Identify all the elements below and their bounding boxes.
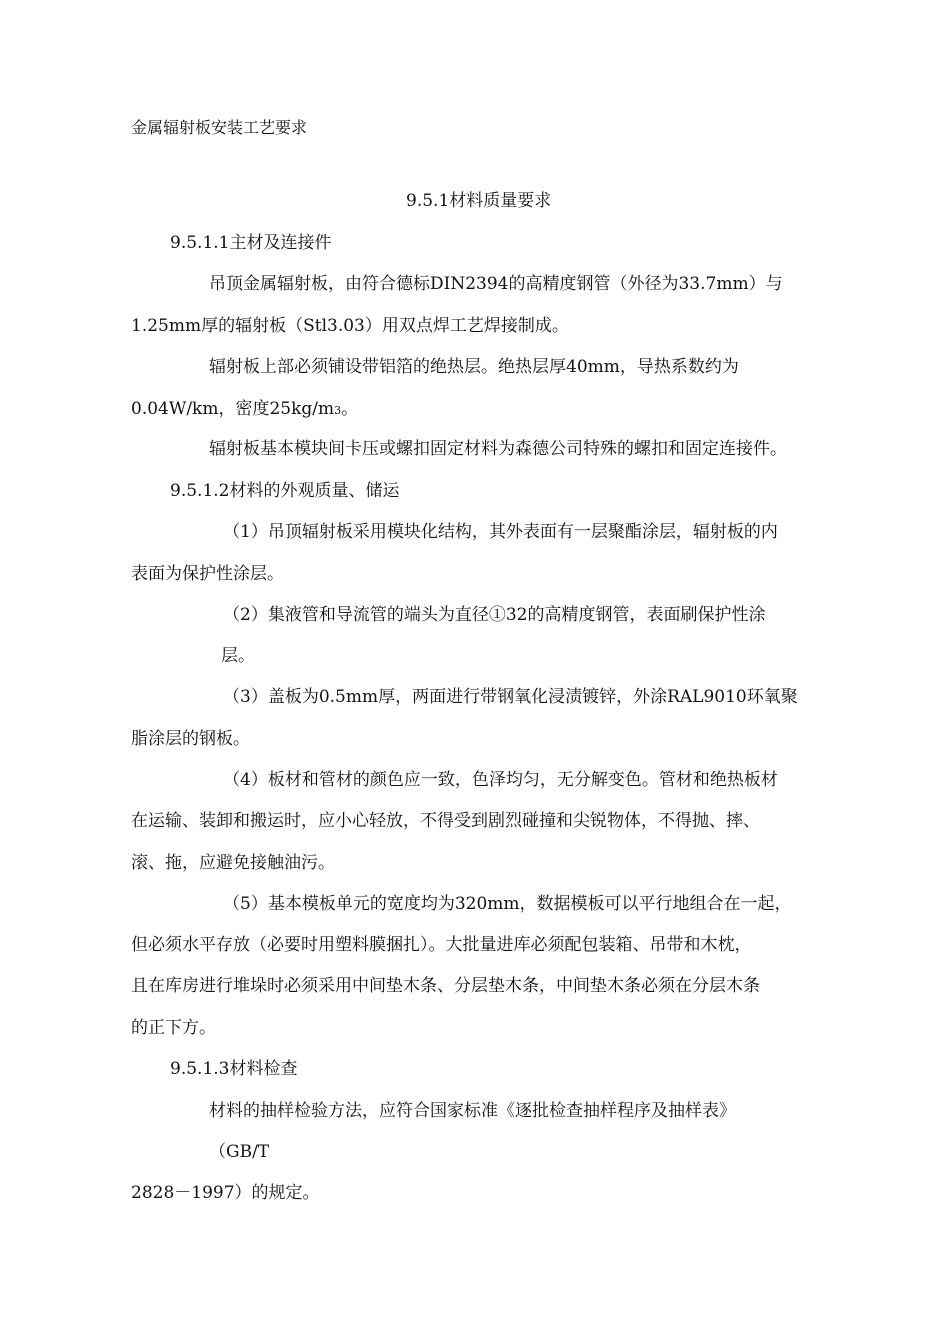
paragraph-line: 材料的抽样检验方法，应符合国家标准《逐批检查抽样程序及抽样表》 — [209, 1101, 736, 1121]
list-item-line: 且在库房进行堆垛时必须采用中间垫木条、分层垫木条，中间垫木条必须在分层木条 — [131, 976, 760, 996]
paragraph-line: 吊顶金属辐射板，由符合德标DIN2394的高精度钢管（外径为33.7mm）与 — [209, 274, 783, 294]
document-title: 金属辐射板安装工艺要求 — [131, 118, 308, 137]
section-heading: 9.5.1材料质量要求 — [406, 191, 552, 211]
paragraph-line: （GB/T — [209, 1142, 270, 1162]
paragraph-line — [131, 398, 358, 422]
list-item-line: （1）吊顶辐射板采用模块化结构，其外表面有一层聚酯涂层，辐射板的内 — [223, 522, 778, 542]
list-item-line: （5）基本模板单元的宽度均为320mm，数据模板可以平行地组合在一起， — [223, 894, 792, 914]
density-text: 0.04W/km，密度25kg/m — [131, 399, 335, 419]
list-item-line: 层。 — [221, 646, 255, 666]
paragraph-line: 2828－1997）的规定。 — [131, 1183, 320, 1203]
list-item-line: 滚、拖，应避免接触油污。 — [131, 853, 335, 873]
list-item-line: 在运输、装卸和搬运时，应小心轻放，不得受到剧烈碰撞和尖锐物体，不得抛、摔、 — [131, 811, 760, 831]
subsection-heading-1: 9.5.1.1主材及连接件 — [170, 233, 332, 253]
subsection-heading-3: 9.5.1.3材料检查 — [170, 1059, 298, 1079]
list-item-line: 脂涂层的钢板。 — [131, 729, 250, 749]
list-item-line: （4）板材和管材的颜色应一致，色泽均匀，无分解变色。管材和绝热板材 — [223, 770, 778, 790]
paragraph-line: 辐射板上部必须铺设带铝箔的绝热层。绝热层厚40mm，导热系数约为 — [209, 357, 739, 377]
list-item-line: （3）盖板为0.5mm厚，两面进行带钢氧化浸渍镀锌，外涂RAL9010环氧聚 — [223, 687, 798, 707]
paragraph-line: 1.25mm厚的辐射板（Stl3.03）用双点焊工艺焊接制成。 — [131, 316, 569, 336]
paragraph-line: 辐射板基本模块间卡压或螺扣固定材料为森德公司特殊的螺扣和固定连接件。 — [209, 439, 787, 459]
list-item-line: 的正下方。 — [131, 1018, 216, 1038]
list-item-line: 表面为保护性涂层。 — [131, 564, 284, 584]
superscript: 3 — [334, 404, 342, 417]
subsection-heading-2: 9.5.1.2材料的外观质量、储运 — [170, 481, 400, 501]
list-item-line: 但必须水平存放（必要时用塑料膜捆扎）。大批量进库必须配包装箱、吊带和木枕， — [131, 935, 752, 955]
list-item-line: （2）集液管和导流管的端头为直径①32的高精度钢管，表面刷保护性涂 — [223, 605, 766, 625]
period: 。 — [341, 399, 359, 419]
